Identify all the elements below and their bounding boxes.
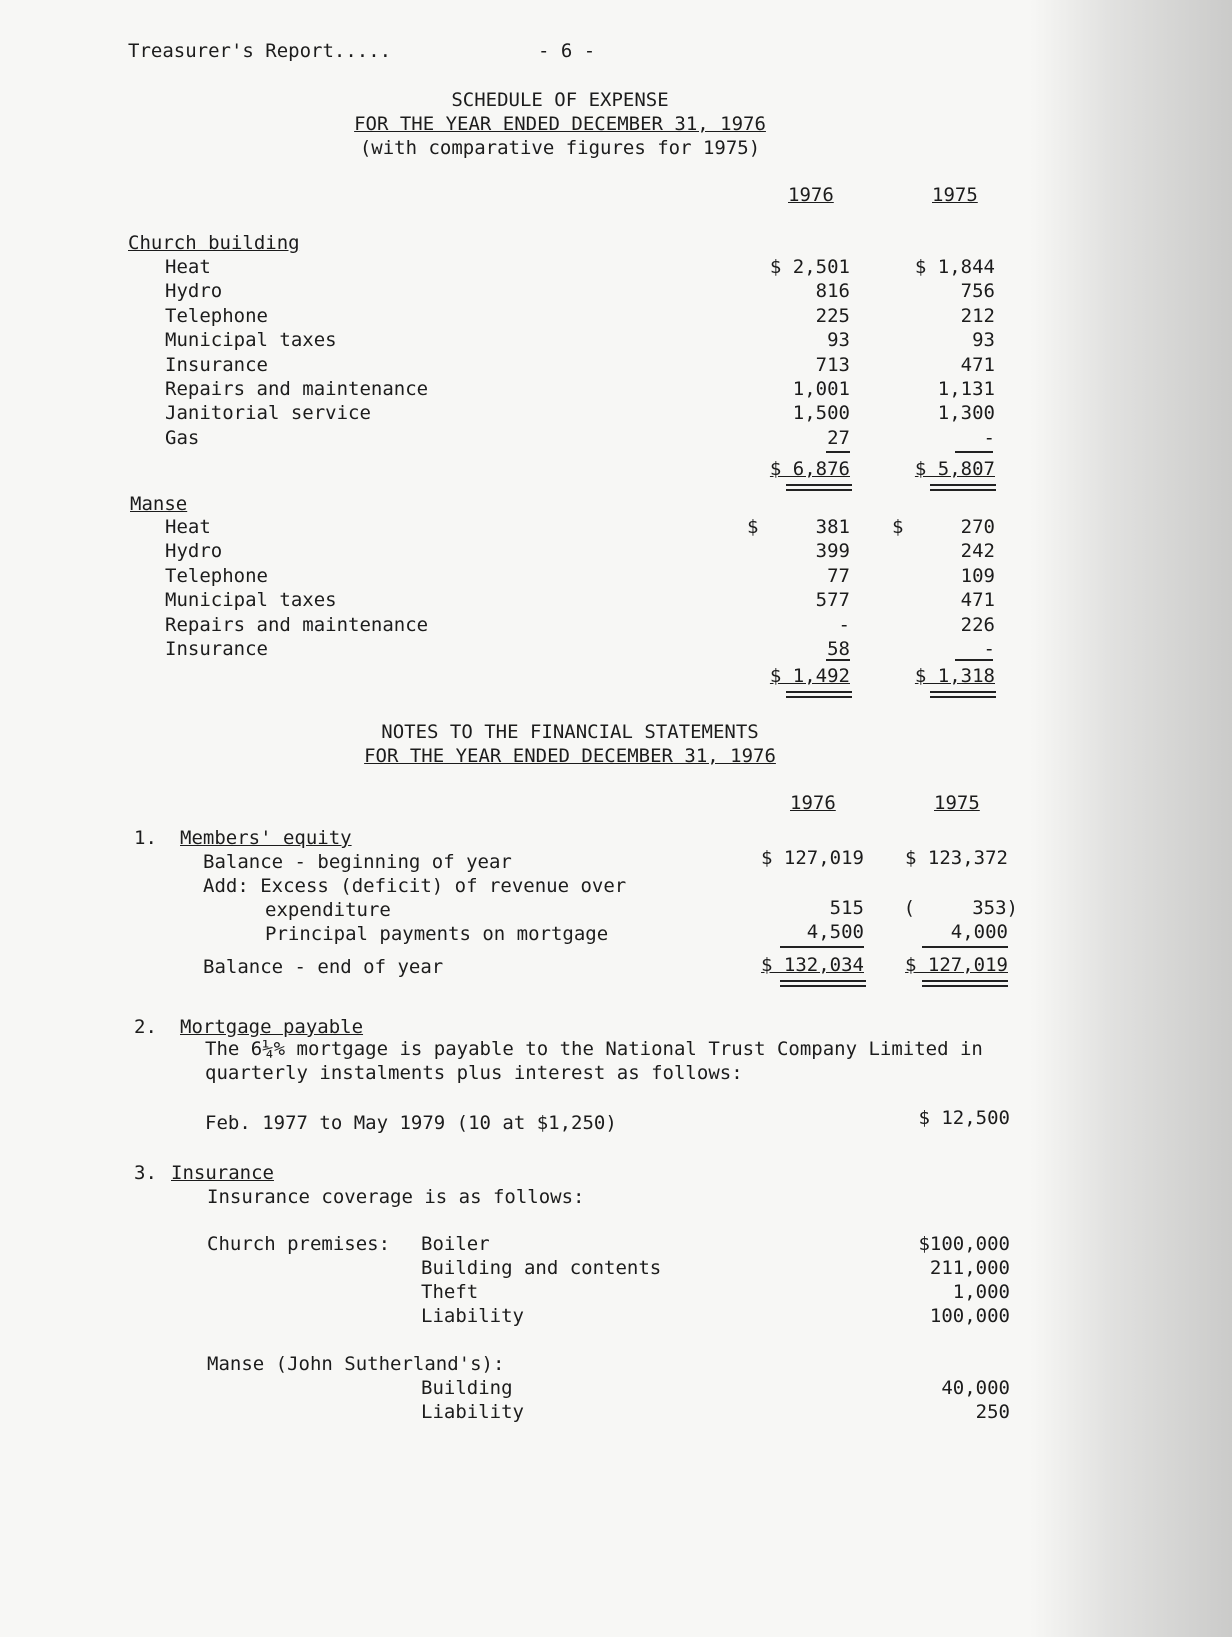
coverage-amount: 211,000 (929, 1257, 1010, 1279)
church-total-1975: $ 5,807 (914, 458, 995, 480)
value-1975: 109 (960, 564, 995, 587)
expense-label: Hydro (165, 540, 223, 563)
expense-label: Municipal taxes (165, 329, 337, 352)
mortgage-line-1: The 6¼% mortgage is payable to the National Trust Company Limited in (205, 1038, 983, 1060)
value-1976: 577 (815, 589, 850, 612)
expense-label: Repairs and maintenance (165, 613, 429, 636)
value-1976: $ 2,501 (769, 256, 850, 278)
manse-heading: Manse (130, 493, 188, 515)
value-1976: 1,001 (792, 378, 850, 400)
value-1976: 225 (815, 304, 850, 327)
value-1976: - (838, 613, 850, 636)
note-1-number: 1. (134, 827, 157, 849)
notes-period: FOR THE YEAR ENDED DECEMBER 31, 1976 (364, 745, 776, 767)
balance-beginning-1976: $ 127,019 (761, 847, 864, 869)
expense-label: Hydro (165, 280, 223, 303)
value-1975: $ 270 (892, 516, 995, 538)
expense-label: Municipal taxes (165, 589, 337, 612)
insurance-heading: Insurance (171, 1162, 274, 1184)
balance-beginning-1975: $ 123,372 (905, 847, 1008, 869)
col-header-1976: 1976 (788, 184, 834, 206)
note-2-number: 2. (134, 1016, 157, 1038)
value-1975: - (983, 638, 995, 660)
expense-label: Telephone (165, 304, 268, 327)
expenditure-label: expenditure (265, 899, 391, 921)
balance-end-label: Balance - end of year (203, 956, 444, 978)
balance-end-1976: $ 132,034 (761, 954, 864, 976)
coverage-amount: 1,000 (952, 1281, 1010, 1303)
mortgage-schedule-amount: $ 12,500 (918, 1107, 1010, 1129)
coverage-label: Theft (421, 1281, 479, 1303)
balance-beginning-label: Balance - beginning of year (203, 851, 512, 873)
total-double-rule (930, 691, 996, 698)
value-1976: 27 (827, 426, 850, 449)
subtotal-rule (780, 946, 864, 948)
total-double-rule (780, 980, 866, 987)
church-building-heading: Church building (128, 232, 300, 254)
value-1975: 226 (960, 613, 995, 636)
manse-total-1975: $ 1,318 (914, 665, 995, 687)
show-through-shadow (1030, 0, 1232, 1637)
principal-1976: 4,500 (806, 921, 864, 943)
principal-payments-label: Principal payments on mortgage (265, 923, 609, 945)
value-1975: - (983, 426, 995, 449)
expense-label: Heat (165, 256, 211, 278)
value-1975: 212 (960, 304, 995, 327)
principal-1975: 4,000 (950, 921, 1008, 943)
note-3-number: 3. (134, 1162, 157, 1184)
subtotal-rule (826, 659, 850, 661)
mortgage-heading: Mortgage payable (180, 1016, 364, 1038)
value-1975: $ 1,844 (914, 256, 995, 278)
coverage-label: Building and contents (421, 1257, 662, 1279)
value-1975: 471 (960, 589, 995, 612)
mortgage-schedule-label: Feb. 1977 to May 1979 (10 at $1,250) (205, 1112, 617, 1134)
coverage-label: Liability (421, 1401, 524, 1423)
col-header-1975: 1975 (932, 184, 978, 206)
manse-total-1976: $ 1,492 (769, 665, 850, 687)
value-1975: 756 (960, 280, 995, 303)
total-double-rule (930, 484, 996, 491)
value-1976: 816 (815, 280, 850, 303)
expense-label: Repairs and maintenance (165, 378, 429, 400)
page-number: - 6 - (538, 40, 596, 62)
balance-end-1975: $ 127,019 (905, 954, 1008, 976)
subtotal-rule (955, 451, 993, 453)
expense-label: Heat (165, 516, 211, 538)
value-1976: 1,500 (792, 402, 850, 425)
coverage-amount: 40,000 (941, 1377, 1010, 1399)
value-1975: 1,300 (937, 402, 995, 425)
value-1976: 93 (827, 329, 850, 352)
subtotal-rule (826, 451, 850, 453)
value-1975: 1,131 (937, 378, 995, 400)
coverage-label: Liability (421, 1305, 524, 1327)
value-1976: $ 381 (747, 516, 850, 538)
schedule-title: SCHEDULE OF EXPENSE (451, 89, 669, 111)
coverage-amount: 100,000 (929, 1305, 1010, 1327)
running-title: Treasurer's Report..... (128, 40, 392, 62)
value-1976: 77 (827, 564, 850, 587)
church-premises-label: Church premises: (207, 1233, 391, 1255)
value-1976: 58 (827, 638, 850, 660)
value-1975: 242 (960, 540, 995, 563)
expenditure-1975: ( 353) (903, 897, 1018, 919)
schedule-note: (with comparative figures for 1975) (359, 137, 761, 159)
value-1976: 399 (815, 540, 850, 563)
total-double-rule (922, 980, 1008, 987)
coverage-amount: 250 (975, 1401, 1010, 1423)
value-1976: 713 (815, 353, 850, 376)
expense-label: Janitorial service (165, 402, 371, 425)
value-1975: 471 (960, 353, 995, 376)
members-equity-heading: Members' equity (180, 827, 352, 849)
total-double-rule (786, 484, 852, 491)
expenditure-1976: 515 (829, 897, 864, 919)
notes-col-1975: 1975 (934, 792, 980, 814)
add-excess-label: Add: Excess (deficit) of revenue over (203, 875, 627, 897)
notes-col-1976: 1976 (790, 792, 836, 814)
expense-label: Insurance (165, 638, 268, 660)
coverage-amount: $100,000 (918, 1233, 1010, 1255)
expense-label: Insurance (165, 353, 268, 376)
coverage-label: Building (421, 1377, 513, 1399)
manse-insurance-label: Manse (John Sutherland's): (207, 1353, 505, 1375)
insurance-intro: Insurance coverage is as follows: (207, 1186, 585, 1208)
coverage-label: Boiler (421, 1233, 490, 1255)
value-1975: 93 (972, 329, 995, 352)
schedule-period: FOR THE YEAR ENDED DECEMBER 31, 1976 (354, 113, 766, 135)
subtotal-rule (922, 946, 1008, 948)
mortgage-line-2: quarterly instalments plus interest as follows: (205, 1062, 743, 1084)
expense-label: Gas (165, 426, 200, 449)
expense-label: Telephone (165, 564, 268, 587)
notes-title: NOTES TO THE FINANCIAL STATEMENTS (381, 721, 759, 743)
subtotal-rule (955, 659, 993, 661)
church-total-1976: $ 6,876 (769, 458, 850, 480)
total-double-rule (786, 691, 852, 698)
